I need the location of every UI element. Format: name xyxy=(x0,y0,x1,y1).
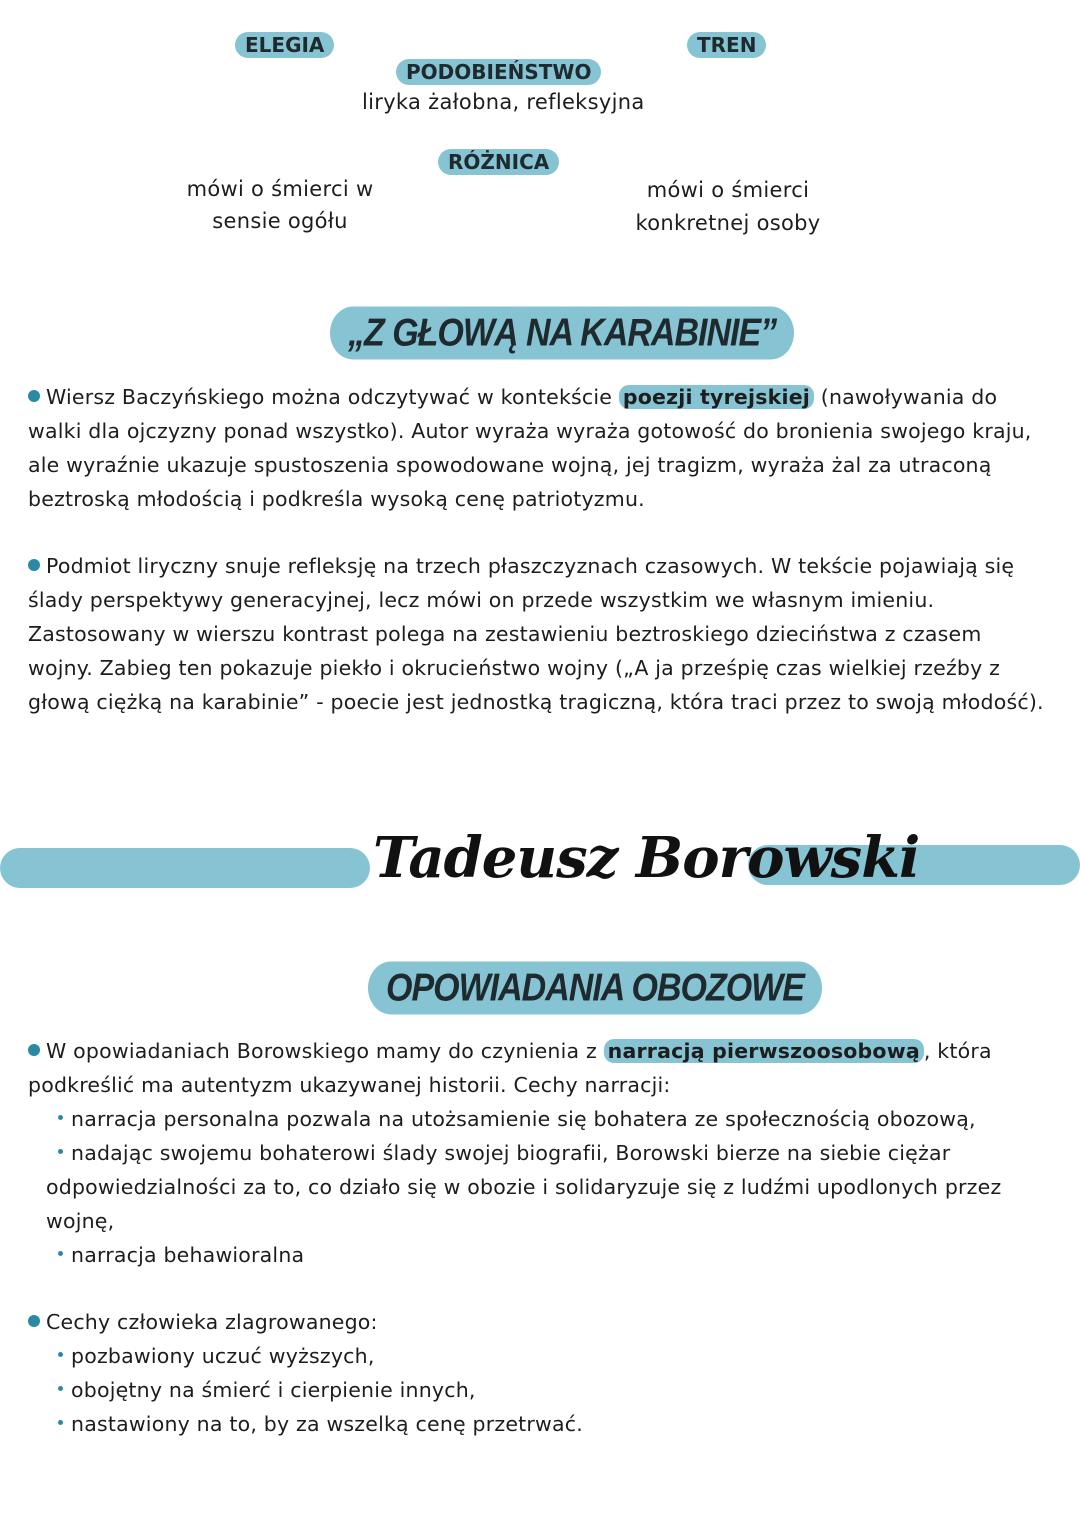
similarity-text: liryka żałobna, refleksyjna xyxy=(362,90,645,114)
text-segment: narracja personalna pozwala na utożsamienie się bohatera ze społecznością obozową, xyxy=(71,1107,976,1131)
stories-title: OPOWIADANIA OBOZOWE xyxy=(368,962,822,1015)
text-segment: obojętny na śmierć i cierpienie innych, xyxy=(71,1378,476,1402)
bullet-icon xyxy=(28,390,40,402)
dot-icon xyxy=(58,1420,63,1425)
trait-item-1 xyxy=(28,1339,1052,1373)
elegia-difference xyxy=(160,177,400,233)
dot-icon xyxy=(58,1352,63,1357)
text-segment: Podmiot liryczny snuje refleksję na trzech płaszczyznach czasowych. W tekście pojawiają się ślady perspektywy generacyjnej, lecz mówi on przede wszystkim we własnym imieniu. Zastosowany w wierszu kontrast polega na zestawieniu beztroskiego dzieciństwa z czasem wojny. Zabieg ten pokazuje piekło i okrucieństwo wojny („A ja prześpię czas wielkiej rzeźby z głową ciężką na karabinie” - poecie jest jednostką tragiczną, która traci przez to swoją młodość). xyxy=(28,554,1044,714)
text-segment: pozbawiony uczuć wyższych, xyxy=(71,1344,375,1368)
tren-label: TREN xyxy=(687,32,766,58)
author-name: Tadeusz Borowski xyxy=(373,825,920,891)
narration-item-3 xyxy=(28,1238,1052,1272)
text-segment: narracja behawioralna xyxy=(71,1243,305,1267)
elegia-difference-line1: mówi o śmierci w xyxy=(186,177,374,201)
highlight-term: poezji tyrejskiej xyxy=(619,385,814,409)
dot-icon xyxy=(58,1386,63,1391)
trait-item-3 xyxy=(28,1407,1052,1441)
text-segment: nadając swojemu bohaterowi ślady swojej biografii, Borowski bierze na siebie ciężar xyxy=(71,1141,951,1165)
divider-bar-left xyxy=(0,848,370,888)
bullet-icon xyxy=(28,559,40,571)
text-segment: Cechy człowieka zlagrowanego: xyxy=(46,1310,378,1334)
elegia-difference-line2: sensie ogółu xyxy=(212,209,348,233)
text-segment: Wiersz Baczyńskiego można odczytywać w kontekście xyxy=(46,385,619,409)
text-segment: , która podkreślić ma autentyzm ukazywanej historii. Cechy narracji: xyxy=(28,1039,992,1097)
difference-label: RÓŻNICA xyxy=(438,149,559,175)
dot-icon xyxy=(58,1149,63,1154)
text-segment: nastawiony na to, by za wszelką cenę przetrwać. xyxy=(71,1412,583,1436)
traits-list xyxy=(28,1305,1052,1441)
narration-item-1 xyxy=(28,1102,1052,1136)
similarity-label: PODOBIEŃSTWO xyxy=(396,59,601,85)
bullet-icon xyxy=(28,1315,40,1327)
poem-paragraph-2 xyxy=(28,549,1048,719)
text-segment: W opowiadaniach Borowskiego mamy do czynienia z xyxy=(46,1039,604,1063)
poem-paragraph-1 xyxy=(28,380,1048,516)
narration-item-2 xyxy=(28,1136,1052,1170)
dot-icon xyxy=(58,1115,63,1120)
narration-item-2-cont: odpowiedzialności za to, co działo się w obozie i solidaryzuje się z ludźmi upodlonych przez wojnę, xyxy=(46,1175,1002,1233)
stories-paragraph xyxy=(28,1034,1052,1272)
text-segment: (nawoływania do walki dla ojczyzny ponad wszystko). Autor wyraża wyraża gotowość do bronienia swojego kraju, ale wyraźnie ukazuje spustoszenia spowodowane wojną, jej tragizm, wyraża żal za utraconą beztroską młodością i podkreśla wysoką cenę patriotyzmu. xyxy=(28,385,1032,511)
highlight-term: narracją pierwszoosobową xyxy=(604,1039,924,1063)
bullet-icon xyxy=(28,1044,40,1056)
poem-title: „Z GŁOWĄ NA KARABINIE” xyxy=(330,307,794,360)
dot-icon xyxy=(58,1251,63,1256)
tren-difference-line2: konkretnej osoby xyxy=(635,211,821,235)
tren-difference-line1: mówi o śmierci xyxy=(646,178,810,202)
trait-item-2 xyxy=(28,1373,1052,1407)
elegia-label: ELEGIA xyxy=(235,32,334,58)
tren-difference xyxy=(618,178,838,235)
